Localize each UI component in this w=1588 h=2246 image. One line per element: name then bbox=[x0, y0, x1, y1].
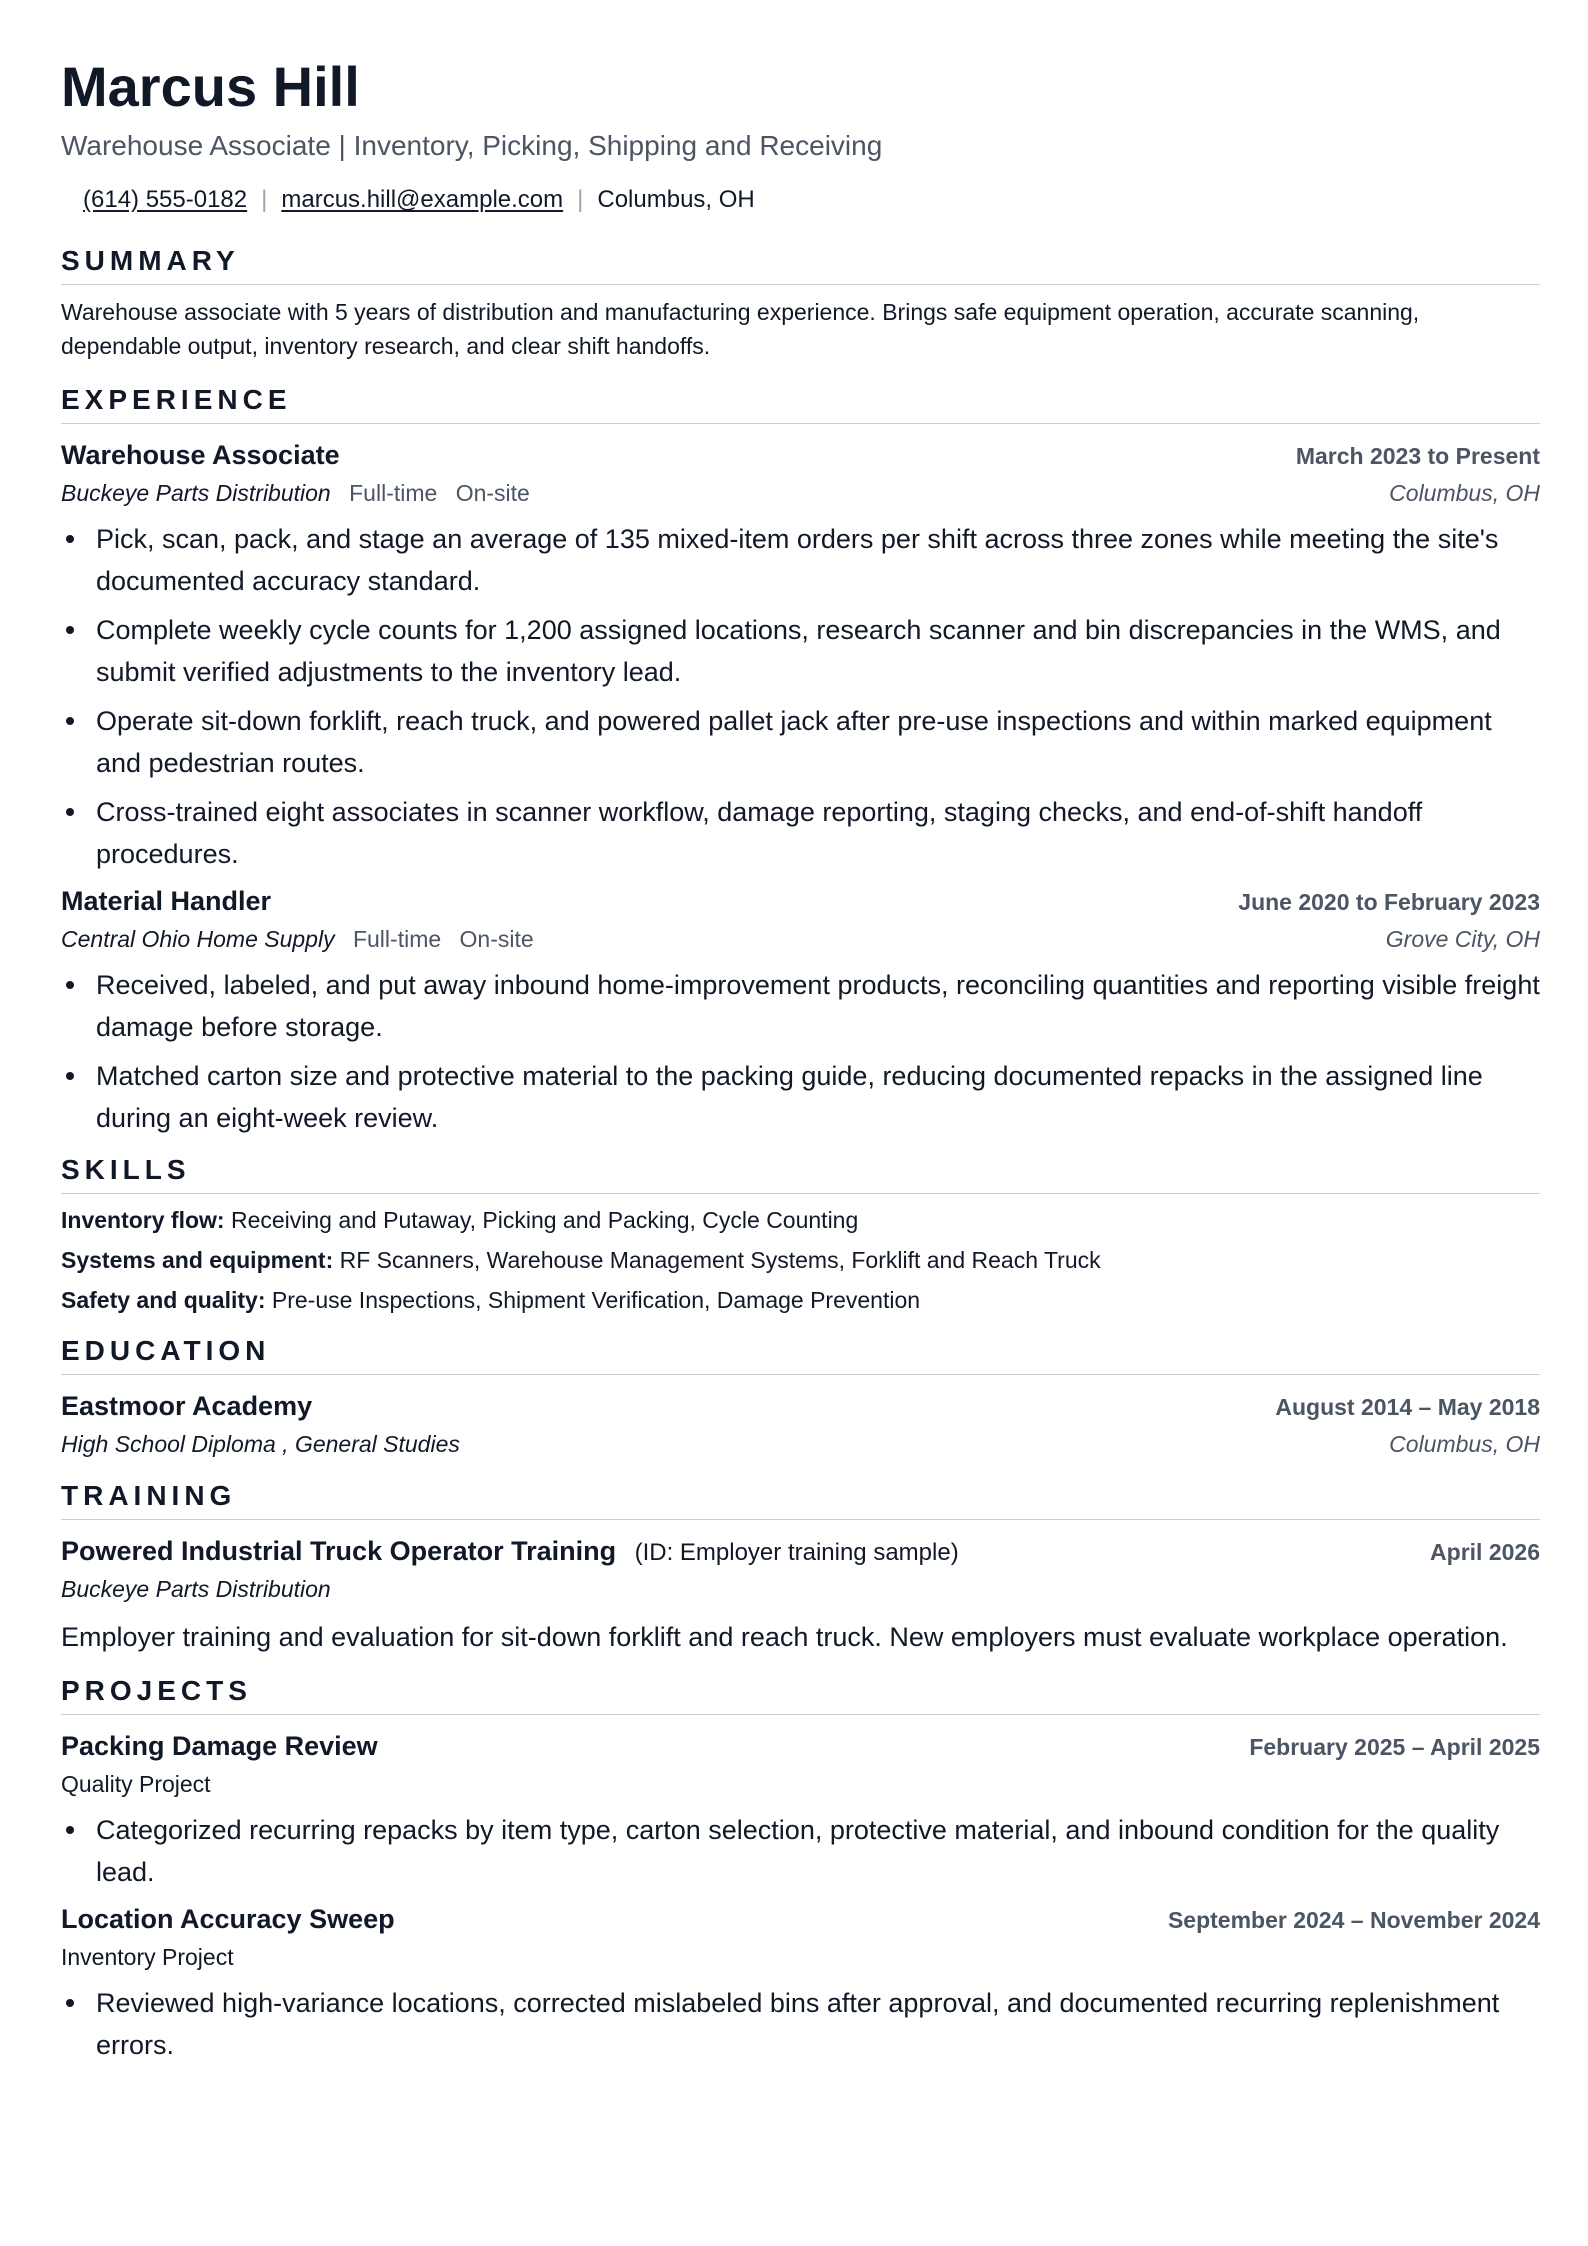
bullet-item: Operate sit-down forklift, reach truck, and powered pallet jack after pre-use inspections and within marked equipment and pedestrian routes. bbox=[61, 700, 1540, 784]
section-title-projects: PROJECTS bbox=[61, 1672, 1540, 1715]
candidate-headline: Warehouse Associate | Inventory, Picking, Shipping and Receiving bbox=[61, 130, 883, 161]
training-id: (ID: Employer training sample) bbox=[634, 1539, 959, 1566]
project-name: Packing Damage Review bbox=[61, 1731, 378, 1761]
education-location: Columbus, OH bbox=[1389, 1431, 1540, 1457]
skill-group bbox=[61, 1240, 1540, 1280]
contact-line bbox=[61, 182, 1540, 218]
skill-group bbox=[61, 1200, 1540, 1240]
contact-separator: | bbox=[261, 186, 268, 213]
summary-text: Warehouse associate with 5 years of distribution and manufacturing experience. Brings safe equipment operation, accurate scanning, dependable output, inventory research, and clear shift handoffs. bbox=[61, 299, 1420, 359]
job-dates: June 2020 to February 2023 bbox=[1238, 889, 1540, 915]
job-title: Warehouse Associate bbox=[61, 440, 340, 470]
job-type: Full-time bbox=[352, 926, 442, 952]
training-section bbox=[61, 1477, 1540, 1658]
project-dates: September 2024 – November 2024 bbox=[1167, 1907, 1540, 1933]
education-section bbox=[61, 1332, 1540, 1461]
project-bullets bbox=[61, 1809, 1540, 1893]
bullet-item: Cross-trained eight associates in scanner workflow, damage reporting, staging checks, and end-of-shift handoff procedures. bbox=[61, 791, 1540, 875]
skill-group-label: Safety and quality: bbox=[61, 1287, 266, 1313]
summary-section bbox=[61, 242, 1540, 363]
job-entry bbox=[61, 436, 1540, 875]
contact-location: Columbus, OH bbox=[597, 186, 755, 213]
email-link[interactable]: marcus.hill@example.com bbox=[281, 186, 564, 213]
education-entry bbox=[61, 1387, 1540, 1461]
bullet-item: Matched carton size and protective material to the packing guide, reducing documented repacks in the assigned line during an eight-week review. bbox=[61, 1055, 1540, 1139]
section-title-summary: SUMMARY bbox=[61, 242, 1540, 285]
contact-separator: | bbox=[577, 186, 584, 213]
degree: High School Diploma , General Studies bbox=[61, 1431, 460, 1457]
bullet-item: Categorized recurring repacks by item type, carton selection, protective material, and inbound condition for the quality lead. bbox=[61, 1809, 1540, 1893]
training-description: Employer training and evaluation for sit-down forklift and reach truck. New employers must evaluate workplace operation. bbox=[61, 1622, 1508, 1652]
experience-section bbox=[61, 381, 1540, 1139]
training-provider: Buckeye Parts Distribution bbox=[61, 1576, 331, 1602]
bullet-item: Pick, scan, pack, and stage an average of 135 mixed-item orders per shift across three zones while meeting the site's documented accuracy standard. bbox=[61, 518, 1540, 602]
section-title-training: TRAINING bbox=[61, 1477, 1540, 1520]
job-dates: March 2023 to Present bbox=[1295, 443, 1540, 469]
job-bullets bbox=[61, 518, 1540, 875]
phone-link[interactable]: (614) 555-0182 bbox=[83, 186, 248, 213]
bullet-item: Received, labeled, and put away inbound home-improvement products, reconciling quantities and reporting visible freight damage before storage. bbox=[61, 964, 1540, 1048]
skills-section bbox=[61, 1151, 1540, 1320]
training-date: April 2026 bbox=[1430, 1539, 1540, 1565]
job-entry bbox=[61, 882, 1540, 1139]
education-dates: August 2014 – May 2018 bbox=[1275, 1394, 1540, 1420]
skill-group-label: Systems and equipment: bbox=[61, 1247, 334, 1273]
training-name: Powered Industrial Truck Operator Training bbox=[61, 1536, 617, 1566]
resume-header bbox=[61, 52, 1540, 218]
skill-group-items: RF Scanners, Warehouse Management Systems, Forklift and Reach Truck bbox=[339, 1247, 1101, 1273]
job-title: Material Handler bbox=[61, 886, 272, 916]
bullet-item: Complete weekly cycle counts for 1,200 assigned locations, research scanner and bin discrepancies in the WMS, and submit verified adjustments to the inventory lead. bbox=[61, 609, 1540, 693]
project-category: Inventory Project bbox=[61, 1944, 234, 1970]
section-title-skills: SKILLS bbox=[61, 1151, 1540, 1194]
bullet-item: Reviewed high-variance locations, corrected mislabeled bins after approval, and documented recurring replenishment errors. bbox=[61, 1982, 1540, 2066]
job-company: Central Ohio Home Supply bbox=[61, 926, 335, 952]
job-company: Buckeye Parts Distribution bbox=[61, 480, 331, 506]
section-title-education: EDUCATION bbox=[61, 1332, 1540, 1375]
project-category: Quality Project bbox=[61, 1771, 211, 1797]
job-setting: On-site bbox=[459, 926, 534, 952]
project-entry bbox=[61, 1727, 1540, 1893]
project-bullets bbox=[61, 1982, 1540, 2066]
school-name: Eastmoor Academy bbox=[61, 1391, 313, 1421]
job-location: Grove City, OH bbox=[1385, 926, 1540, 952]
job-bullets bbox=[61, 964, 1540, 1139]
skill-group bbox=[61, 1280, 1540, 1320]
skill-group-items: Pre-use Inspections, Shipment Verification, Damage Prevention bbox=[271, 1287, 921, 1313]
projects-section bbox=[61, 1672, 1540, 2066]
training-entry bbox=[61, 1532, 1540, 1658]
job-location: Columbus, OH bbox=[1389, 480, 1540, 506]
skill-group-label: Inventory flow: bbox=[61, 1207, 225, 1233]
project-name: Location Accuracy Sweep bbox=[61, 1904, 395, 1934]
section-title-experience: EXPERIENCE bbox=[61, 381, 1540, 424]
project-entry bbox=[61, 1900, 1540, 2066]
job-type: Full-time bbox=[349, 480, 438, 506]
candidate-name: Marcus Hill bbox=[61, 55, 360, 118]
job-setting: On-site bbox=[455, 480, 530, 506]
project-dates: February 2025 – April 2025 bbox=[1249, 1734, 1540, 1760]
skill-group-items: Receiving and Putaway, Picking and Packing, Cycle Counting bbox=[230, 1207, 859, 1233]
